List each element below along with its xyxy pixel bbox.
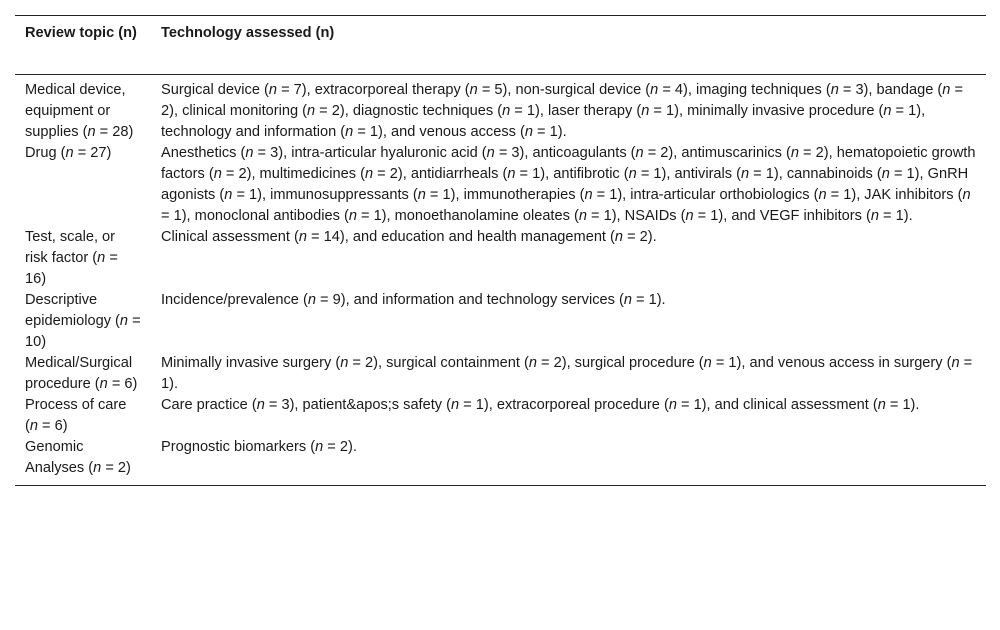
row-topic: Process of care (n = 6) xyxy=(25,397,127,434)
table-row xyxy=(15,437,986,486)
row-topic: Genomic Analyses (n = 2) xyxy=(25,439,131,476)
table-row xyxy=(15,290,986,353)
row-technology: Anesthetics (n = 3), intra-articular hyaluronic acid (n = 3), anticoagulants (n = 2), antimuscarinics (n = 2), hematopoietic growth factors (n = 2), multimedicines (n = 2), antidiarrheals (n = 1), antifibrotic (n = 1), antivirals (n = 1), cannabinoids (n = 1), GnRH agonists (n = 1), immunosuppressants (n = 1), immunotherapies (n = 1), intra-articular orthobiologics (n = 1), JAK inhibitors (n = 1), monoclonal antibodies (n = 1), monoethanolamine oleates (n = 1), NSAIDs (n = 1), and VEGF inhibitors (n = 1). xyxy=(161,145,976,224)
header-review-topic: Review topic (n) xyxy=(25,25,137,41)
row-technology: Prognostic biomarkers (n = 2). xyxy=(161,439,357,455)
row-technology: Clinical assessment (n = 14), and education and health management (n = 2). xyxy=(161,229,657,245)
table-row xyxy=(15,143,986,227)
row-topic: Drug (n = 27) xyxy=(25,145,112,161)
row-technology: Incidence/prevalence (n = 9), and information and technology services (n = 1). xyxy=(161,292,666,308)
table-header-row xyxy=(15,16,986,75)
row-topic: Test, scale, or risk factor (n = 16) xyxy=(25,229,118,287)
row-technology: Minimally invasive surgery (n = 2), surgical containment (n = 2), surgical procedure (n = 1), and venous access in surgery (n = 1). xyxy=(161,355,973,392)
table-row xyxy=(15,227,986,290)
row-topic: Medical device, equipment or supplies (n = 28) xyxy=(25,82,134,140)
technology-assessment-table xyxy=(15,15,986,486)
table-row xyxy=(15,75,986,144)
row-technology: Care practice (n = 3), patient&apos;s safety (n = 1), extracorporeal procedure (n = 1), and clinical assessment (n = 1). xyxy=(161,397,920,413)
table-row xyxy=(15,353,986,395)
row-topic: Descriptive epidemiology (n = 10) xyxy=(25,292,141,350)
row-topic: Medical/Surgical procedure (n = 6) xyxy=(25,355,138,392)
header-technology-assessed: Technology assessed (n) xyxy=(161,25,335,41)
table-container xyxy=(15,15,986,486)
row-technology: Surgical device (n = 7), extracorporeal therapy (n = 5), non-surgical device (n = 4), imaging techniques (n = 3), bandage (n = 2), clinical monitoring (n = 2), diagnostic techniques (n = 1), laser therapy (n = 1), minimally invasive procedure (n = 1), technology and information (n = 1), and venous access (n = 1). xyxy=(161,82,963,140)
table-row xyxy=(15,395,986,437)
